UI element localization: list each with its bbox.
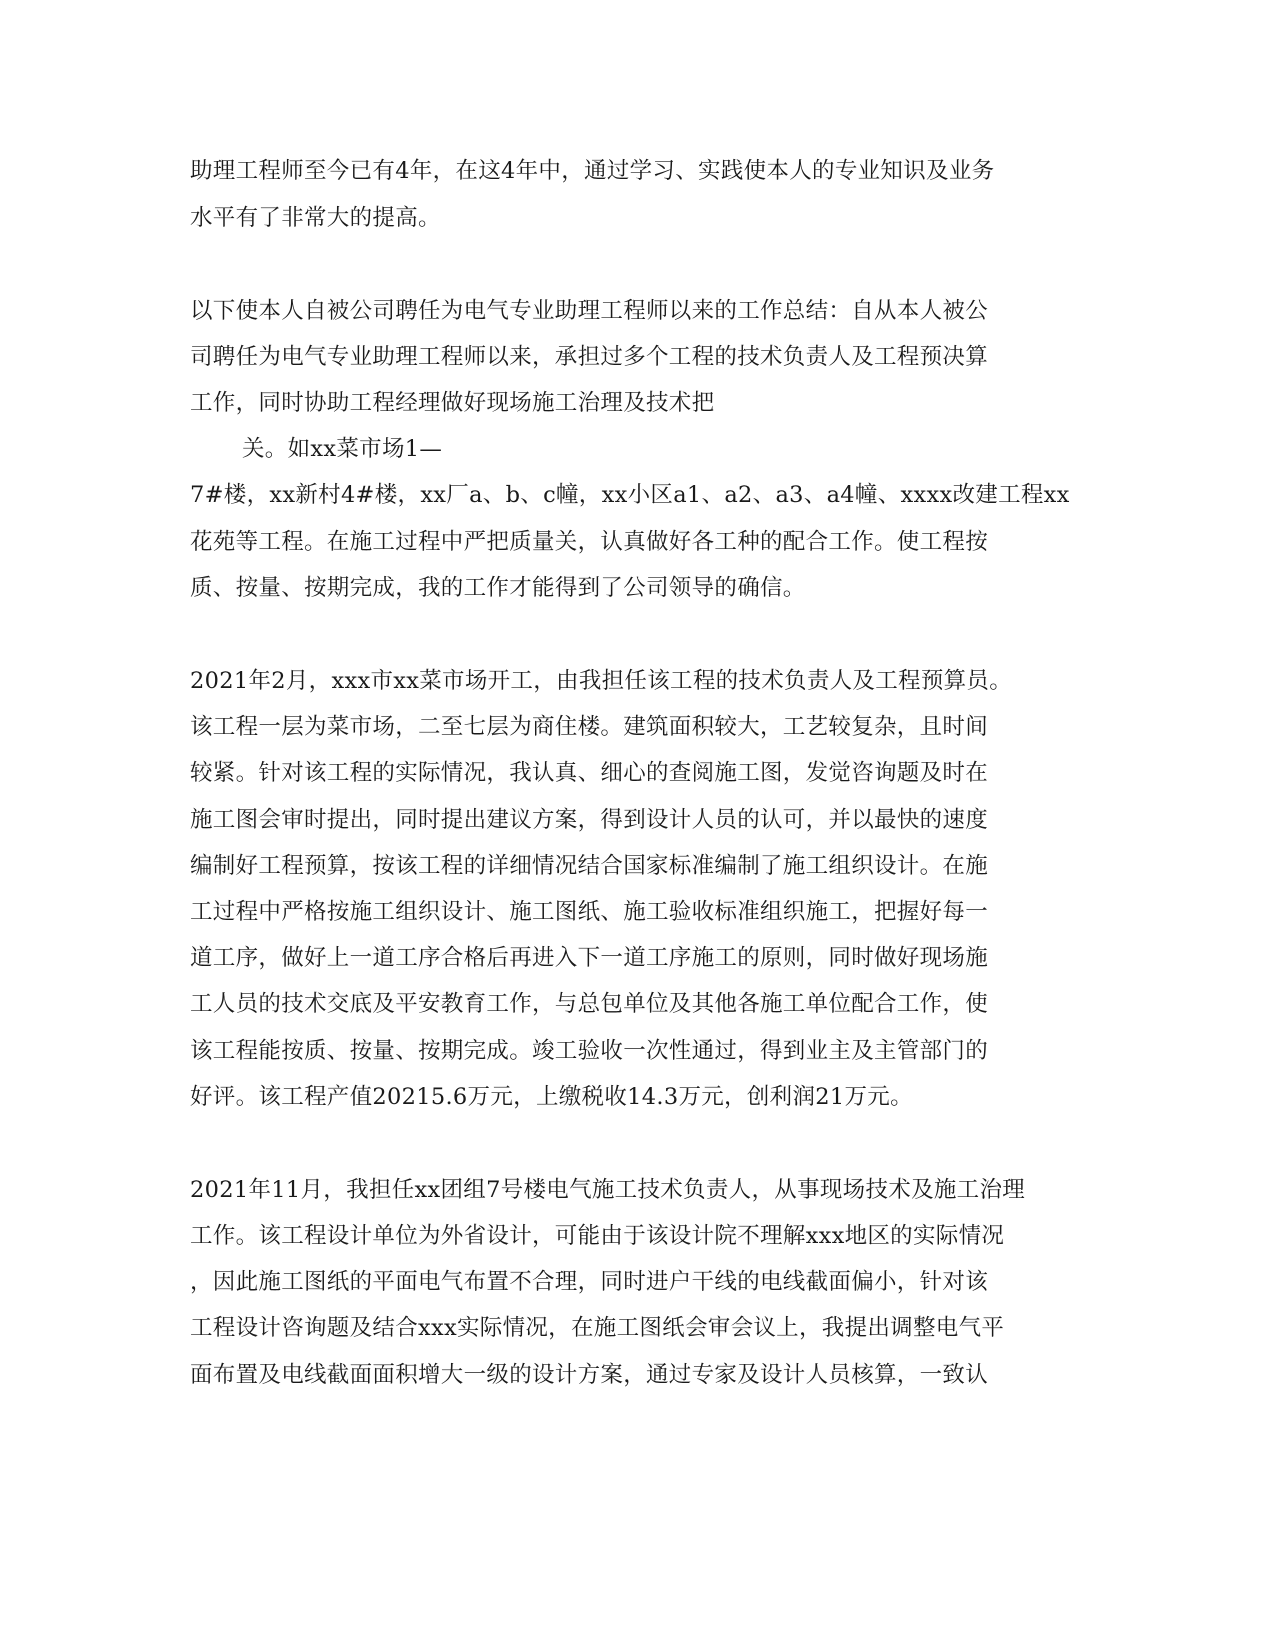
text-line: 工过程中严格按施工组织设计、施工图纸、施工验收标准组织施工，把握好每一 — [190, 899, 989, 925]
text-line: 该工程能按质、按量、按期完成。竣工验收一次性通过，得到业主及主管部门的 — [190, 1038, 989, 1064]
text-line: ，因此施工图纸的平面电气布置不合理，同时进户干线的电线截面偏小，针对该 — [190, 1269, 989, 1295]
text-line: 工作。该工程设计单位为外省设计，可能由于该设计院不理解xxx地区的实际情况 — [190, 1223, 1005, 1249]
text-line: 道工序，做好上一道工序合格后再进入下一道工序施工的原则，同时做好现场施 — [190, 945, 989, 971]
text-line: 该工程一层为菜市场，二至七层为商住楼。建筑面积较大，工艺较复杂，且时间 — [190, 714, 989, 740]
text-line: 质、按量、按期完成，我的工作才能得到了公司领导的确信。 — [190, 575, 806, 601]
text-line: 工人员的技术交底及平安教育工作，与总包单位及其他各施工单位配合工作，使 — [190, 991, 989, 1017]
text-line: 7#楼，xx新村4#楼，xx厂a、b、c幢，xx小区a1、a2、a3、a4幢、xxxx改建工程xx — [190, 482, 1070, 508]
text-line: 工程设计咨询题及结合xxx实际情况，在施工图纸会审会议上，我提出调整电气平 — [190, 1315, 1005, 1341]
text-line: 施工图会审时提出，同时提出建议方案，得到设计人员的认可，并以最快的速度 — [190, 807, 989, 833]
text-line: 2021年11月，我担任xx团组7号楼电气施工技术负责人，从事现场技术及施工治理 — [190, 1177, 1026, 1203]
text-line: 关。如xx菜市场1— — [242, 436, 443, 462]
text-line: 司聘任为电气专业助理工程师以来，承担过多个工程的技术负责人及工程预决算 — [190, 344, 989, 370]
text-line: 水平有了非常大的提高。 — [190, 205, 441, 231]
text-line: 较紧。针对该工程的实际情况，我认真、细心的查阅施工图，发觉咨询题及时在 — [190, 760, 989, 786]
text-line: 助理工程师至今已有4年，在这4年中，通过学习、实践使本人的专业知识及业务 — [190, 158, 995, 184]
text-line: 好评。该工程产值20215.6万元，上缴税收14.3万元，创利润21万元。 — [190, 1084, 913, 1110]
text-line: 编制好工程预算，按该工程的详细情况结合国家标准编制了施工组织设计。在施 — [190, 853, 989, 879]
text-line: 花苑等工程。在施工过程中严把质量关，认真做好各工种的配合工作。使工程按 — [190, 529, 989, 555]
text-line: 以下使本人自被公司聘任为电气专业助理工程师以来的工作总结：自从本人被公 — [190, 298, 989, 324]
text-line: 面布置及电线截面面积增大一级的设计方案，通过专家及设计人员核算，一致认 — [190, 1362, 989, 1388]
text-line: 2021年2月，xxx市xx菜市场开工，由我担任该工程的技术负责人及工程预算员。 — [190, 668, 1013, 694]
text-line: 工作，同时协助工程经理做好现场施工治理及技术把 — [190, 390, 715, 416]
